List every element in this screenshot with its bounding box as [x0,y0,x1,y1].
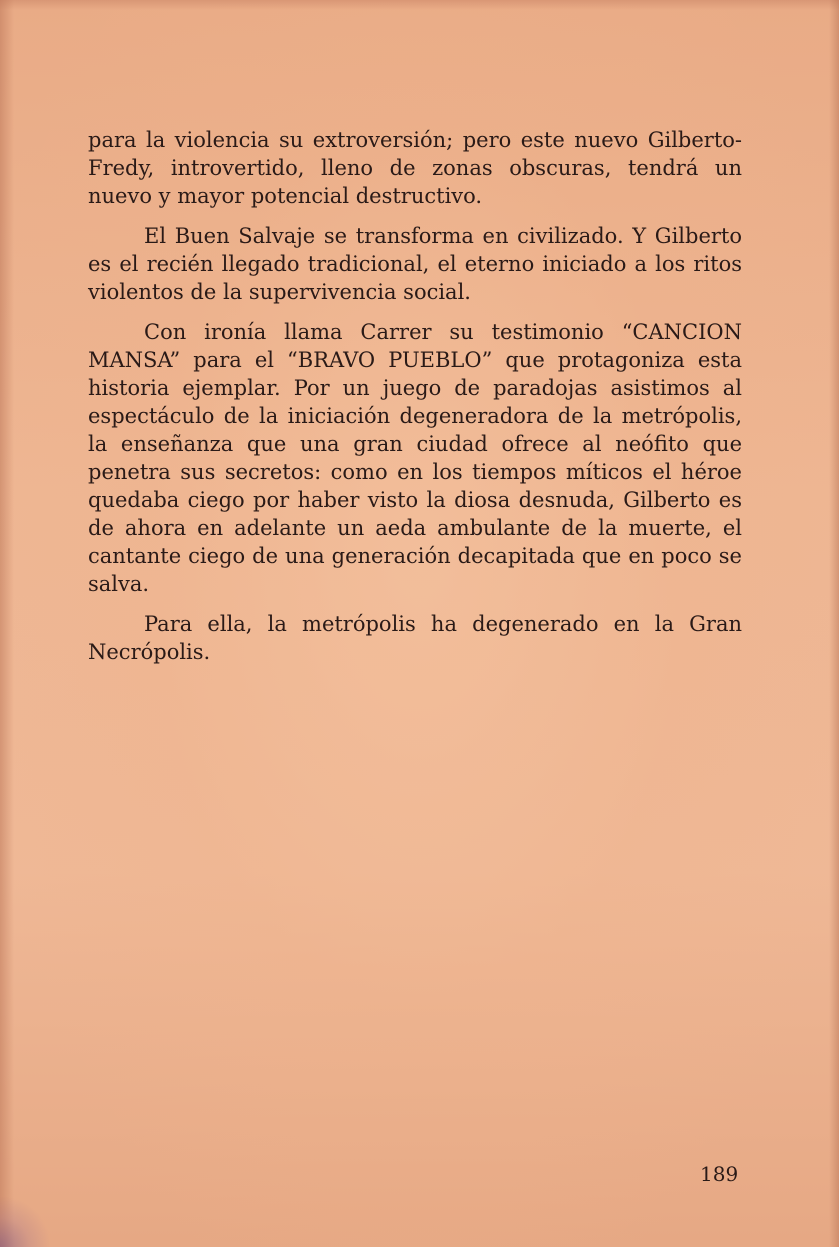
page-number: 189 [700,1162,739,1186]
page-corner-curl [0,1187,60,1247]
body-text [88,126,742,678]
paragraph-3: Con ironía llama Carrer su testimonio “CANCION MANSA” para el “BRAVO PUEBLO” que protagoniza esta historia ejemplar. Por un juego de paradojas asistimos al espectáculo de la iniciación degeneradora de la metrópolis, la enseñanza que una gran ciudad ofrece al neófito que penetra sus secretos: como en los tiempos míticos el héroe quedaba ciego por haber visto la diosa desnuda, Gilberto es de ahora en adelante un aeda ambulante de la muerte, el cantante ciego de una generación decapitada que en poco se salva. [88,320,742,596]
paragraph-4: Para ella, la metrópolis ha degenerado en la Gran Necrópolis. [88,612,742,664]
paragraph-1: para la violencia su extroversión; pero este nuevo Gilberto-Fredy, introvertido, lleno de zonas obscuras, tendrá un nuevo y mayor potencial destructivo. [88,128,742,208]
page-edge-right [829,0,839,1247]
paragraph-2: El Buen Salvaje se transforma en civilizado. Y Gilberto es el recién llegado tradicional, el eterno iniciado a los ritos violentos de la supervivencia social. [88,224,742,304]
page-edge-left [0,0,14,1247]
page-edge-top [0,0,839,10]
